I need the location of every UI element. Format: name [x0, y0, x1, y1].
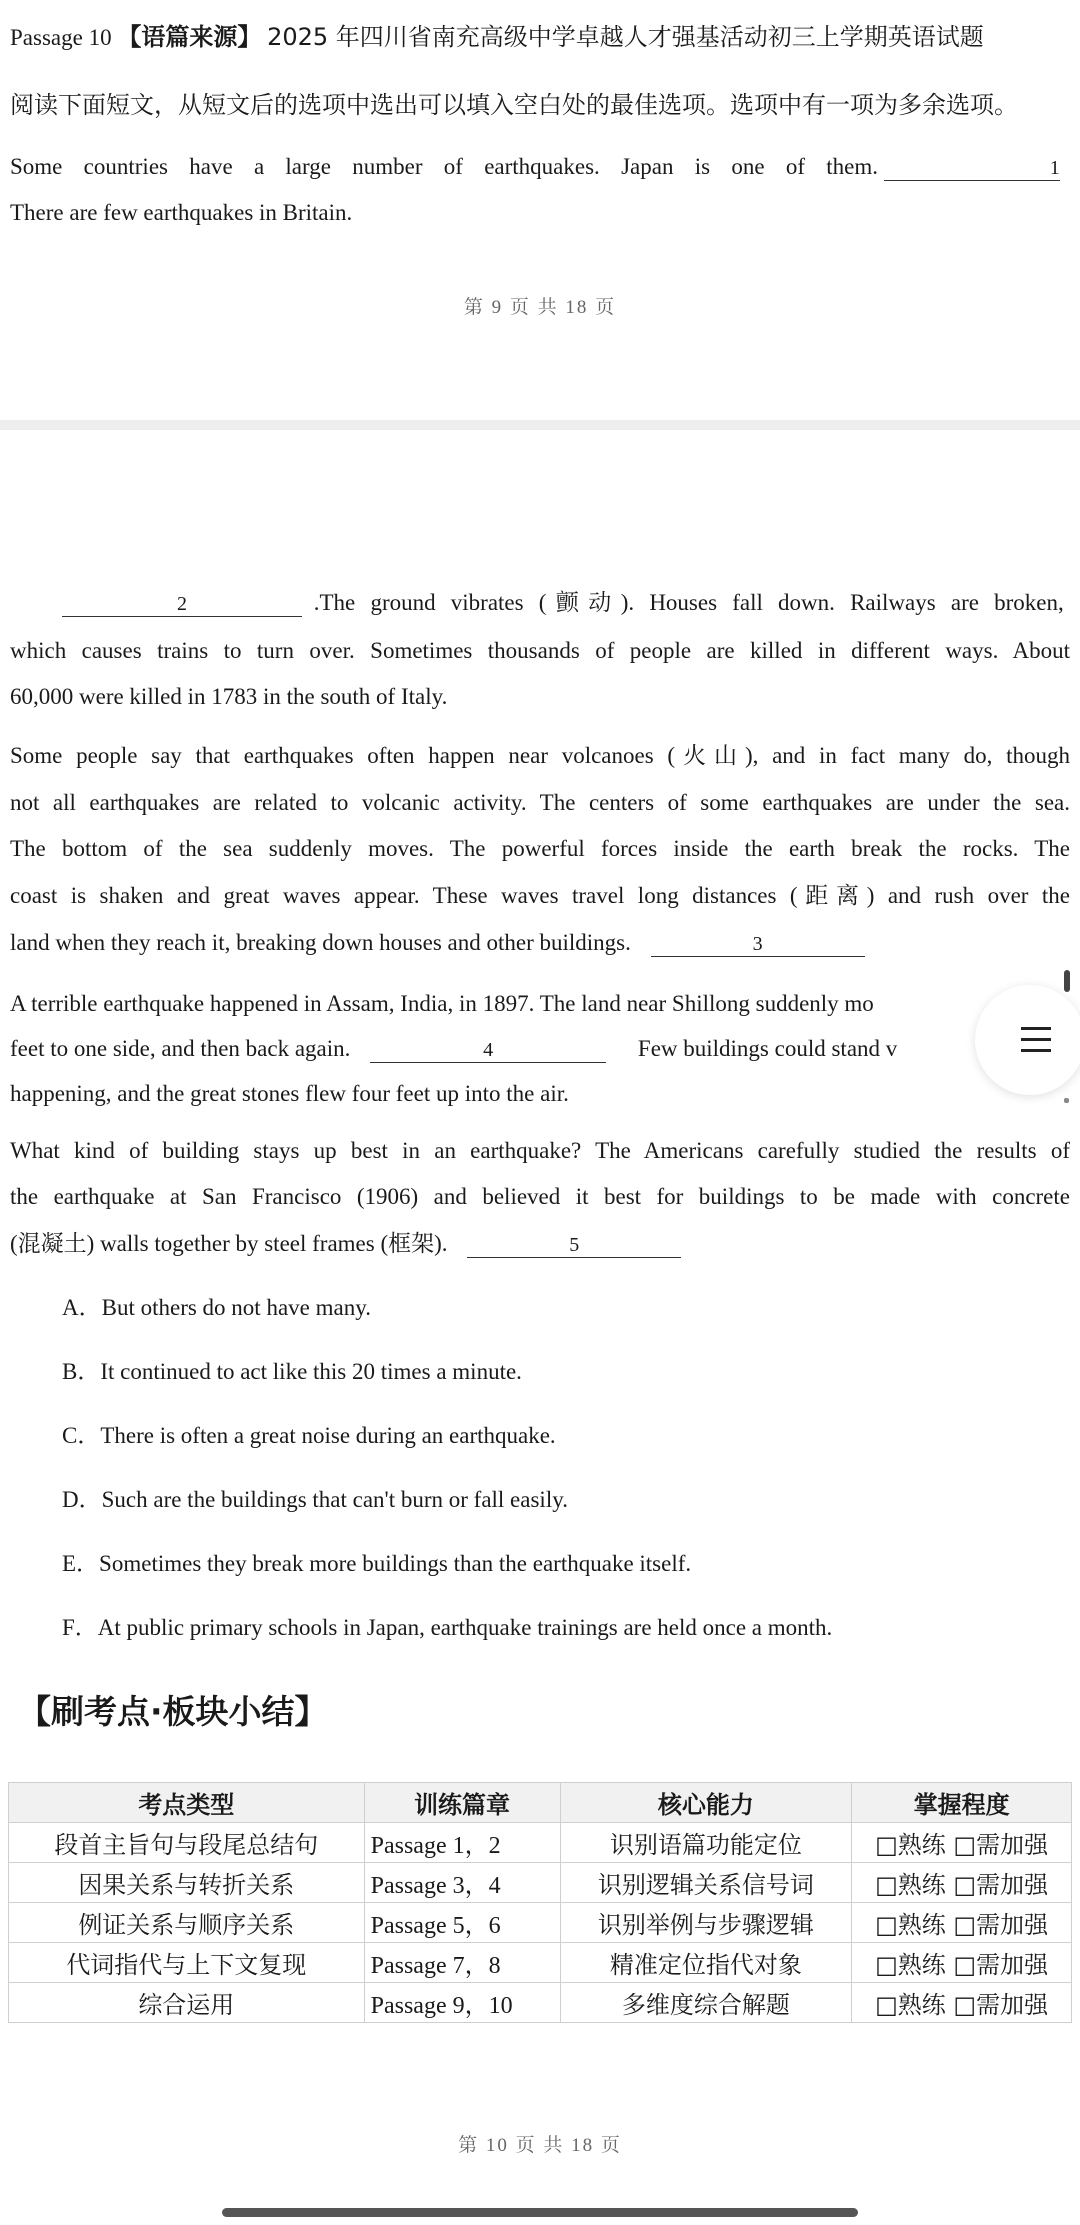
header-mastery: 掌握程度 — [852, 1783, 1072, 1823]
option-c: C．There is often a great noise during an earthquake. — [62, 1423, 556, 1448]
mastery-checkboxes[interactable]: □熟练 □需加强 — [852, 1823, 1072, 1863]
paragraph-2-line-2: which causes trains to turn over. Sometimes thousands of people are killed in different ways. About — [10, 638, 1070, 663]
page-footer-10: 第 10 页 共 18 页 — [458, 2135, 622, 2156]
summary-header-row — [9, 1783, 1072, 1823]
blank-1: 1 — [884, 156, 1060, 181]
paragraph-1-line-2: There are few earthquakes in Britain. — [10, 200, 353, 225]
option-d: D．Such are the buildings that can't burn or fall easily. — [62, 1487, 568, 1512]
paragraph-3-line-4: coast is shaken and great waves appear. These waves travel long distances (距离) and rush over the — [10, 883, 1070, 908]
table-row: 代词指代与上下文复现 Passage 7，8 精准定位指代对象 □熟练 □需加强 — [9, 1943, 1072, 1983]
page-separator — [0, 420, 1080, 430]
paragraph-2-line-3: 60,000 were killed in 1783 in the south of Italy. — [10, 684, 448, 709]
option-a: A．But others do not have many. — [62, 1295, 371, 1320]
option-f: F．At public primary schools in Japan, earthquake trainings are held once a month. — [62, 1615, 833, 1640]
table-row: 例证关系与顺序关系 Passage 5，6 识别举例与步骤逻辑 □熟练 □需加强 — [9, 1903, 1072, 1943]
table-row: 段首主旨句与段尾总结句 Passage 1，2 识别语篇功能定位 □熟练 □需加强 — [9, 1823, 1072, 1863]
home-indicator[interactable] — [222, 2208, 858, 2217]
mastery-checkboxes[interactable]: □熟练 □需加强 — [852, 1863, 1072, 1903]
paragraph-5-line-2: the earthquake at San Francisco (1906) and believed it best for buildings to be made with concrete — [10, 1184, 1070, 1209]
mastery-checkboxes[interactable]: □熟练 □需加强 — [852, 1903, 1072, 1943]
scrollbar-thumb[interactable] — [1064, 970, 1070, 992]
table-row: 综合运用 Passage 9，10 多维度综合解题 □熟练 □需加强 — [9, 1983, 1072, 2023]
header-passages: 训练篇章 — [364, 1783, 560, 1823]
paragraph-1-line-1: Some countries have a large number of earthquakes. Japan is one of them. 1 — [10, 154, 1060, 179]
paragraph-5-line-1: What kind of building stays up best in an earthquake? The Americans carefully studied the results of — [10, 1138, 1070, 1163]
summary-table — [8, 1782, 1072, 2023]
mastery-checkboxes[interactable]: □熟练 □需加强 — [852, 1943, 1072, 1983]
paragraph-3-line-3: The bottom of the sea suddenly moves. The powerful forces inside the earth break the rocks. The — [10, 836, 1070, 861]
header-topic-type: 考点类型 — [9, 1783, 365, 1823]
table-row: 因果关系与转折关系 Passage 3，4 识别逻辑关系信号词 □熟练 □需加强 — [9, 1863, 1072, 1903]
paragraph-3-line-5: land when they reach it, breaking down houses and other buildings. 3 — [10, 928, 1070, 958]
page-9-bottom — [0, 0, 1080, 420]
paragraph-4-line-1: A terrible earthquake happened in Assam, India, in 1897. The land near Shillong suddenly mo — [10, 991, 874, 1016]
option-e: E．Sometimes they break more buildings than the earthquake itself. — [62, 1551, 692, 1576]
paragraph-2-line-1: 2 .The ground vibrates (颤动). Houses fall down. Railways are broken, — [10, 588, 1070, 618]
source-text: 2025 年四川省南充高级中学卓越人才强基活动初三上学期英语试题 — [267, 23, 984, 51]
passage-header — [10, 22, 1070, 53]
blank-2: 2 — [62, 592, 302, 617]
source-tag: 【语篇来源】 — [117, 23, 262, 51]
page-footer-9: 第 9 页 共 18 页 — [463, 297, 617, 318]
instruction: 阅读下面短文，从短文后的选项中选出可以填入空白处的最佳选项。选项中有一项为多余选项。 — [10, 91, 1018, 119]
paragraph-5-line-3: (混凝土) walls together by steel frames (框架). 5 — [10, 1229, 1070, 1259]
paragraph-3-line-2: not all earthquakes are related to volcanic activity. The centers of some earthquakes are under the sea. — [10, 790, 1070, 815]
summary-title: 【刷考点·板块小结】 — [18, 1692, 328, 1731]
option-b: B．It continued to act like this 20 times a minute. — [62, 1359, 522, 1384]
menu-button[interactable] — [975, 985, 1080, 1095]
blank-3: 3 — [651, 932, 865, 957]
passage-label: Passage 10 — [10, 25, 112, 50]
paragraph-4-line-2: feet to one side, and then back again. 4 Few buildings could stand v — [10, 1036, 898, 1061]
paragraph-3-line-1: Some people say that earthquakes often happen near volcanoes (火山), and in fact many do, though — [10, 743, 1070, 768]
paragraph-4-line-3: happening, and the great stones flew four feet up into the air. — [10, 1081, 569, 1106]
blank-4: 4 — [370, 1038, 606, 1063]
mastery-checkboxes[interactable]: □熟练 □需加强 — [852, 1983, 1072, 2023]
blank-5: 5 — [467, 1233, 681, 1258]
header-core-skill: 核心能力 — [560, 1783, 852, 1823]
scrollbar-marker — [1064, 1098, 1069, 1103]
